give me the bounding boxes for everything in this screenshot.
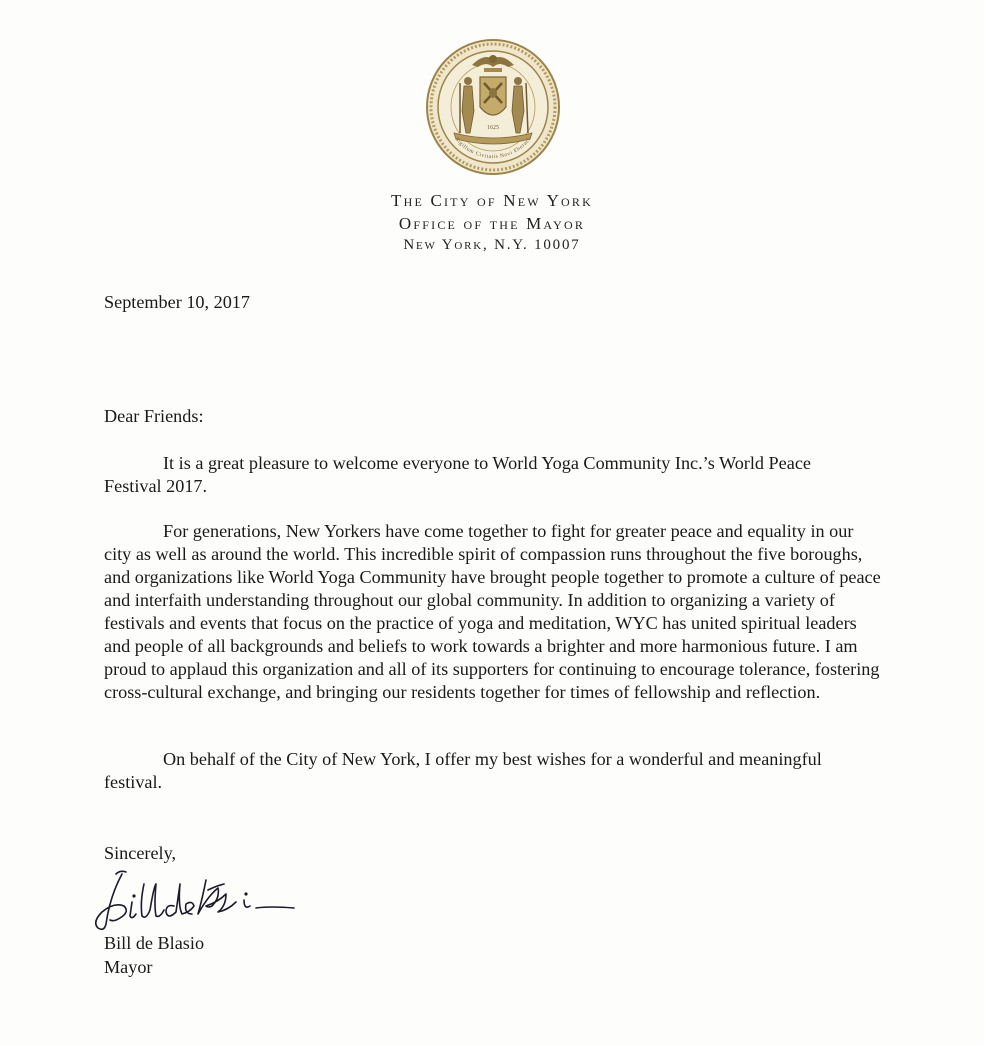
letterhead-city: The City of New York <box>391 191 593 210</box>
letterhead-office: Office of the Mayor <box>398 214 586 233</box>
letterhead <box>292 189 692 256</box>
salutation: Dear Friends: <box>104 406 204 426</box>
closing: Sincerely, <box>104 843 177 863</box>
letter-date: September 10, 2017 <box>104 292 250 312</box>
seal-year: 1625 <box>487 125 499 131</box>
letterhead-address: New York, N.Y. 10007 <box>403 237 581 253</box>
city-seal-icon <box>424 37 562 177</box>
body-paragraph-1: It is a great pleasure to welcome everyone to World Yoga Community Inc.’s World Peace Festival 2017. <box>104 453 811 496</box>
body-paragraph-2: For generations, New Yorkers have come together to fight for greater peace and equality in our city as well as around the world. This incredible spirit of compassion runs throughout the five boroughs, and organizations like World Yoga Community have brought people together to promote a culture of peace and interfaith understanding throughout our global community. In addition to organizing a variety of festivals and events that focus on the practice of yoga and meditation, WYC has united spiritual leaders and people of all backgrounds and beliefs to work towards a brighter and more harmonious future. I am proud to applaud this organization and all of its supporters for continuing to encourage tolerance, fostering cross-cultural exchange, and bringing our residents together for times of fellowship and reflection. <box>104 521 881 702</box>
seal-motto: Sigillum Civitatis Novi Eboraci <box>453 136 533 161</box>
signer-title: Mayor <box>104 957 153 977</box>
body-paragraph-3: On behalf of the City of New York, I offer my best wishes for a wonderful and meaningful festival. <box>104 749 822 792</box>
signer-name: Bill de Blasio <box>104 933 205 953</box>
handwritten-signature <box>80 866 300 936</box>
